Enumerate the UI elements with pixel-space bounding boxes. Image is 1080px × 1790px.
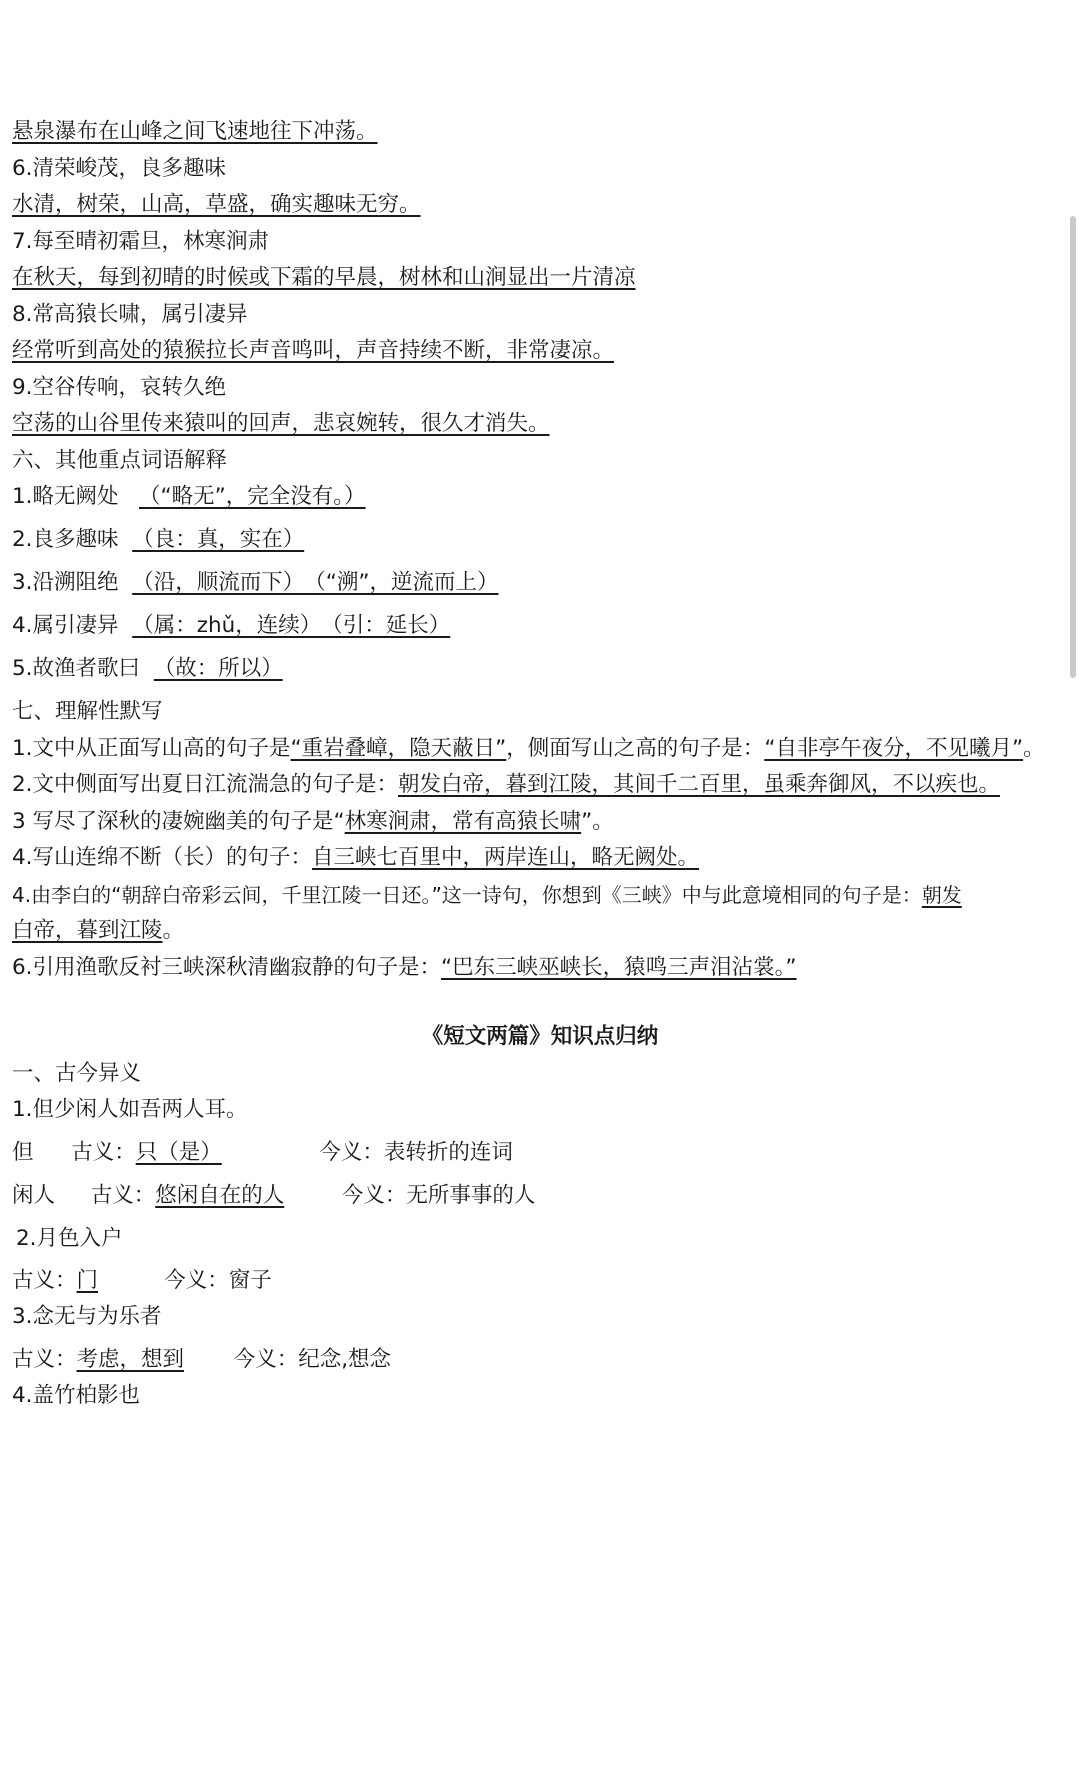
word-prefix: 1.略无阙处 bbox=[12, 484, 119, 509]
sentence-line: 8.常高猿长啸，属引凄异 bbox=[12, 302, 248, 327]
sentence-line: 6.清荣峻茂，良多趣味 bbox=[12, 156, 227, 181]
page-title: 《短文两篇》知识点归纳 bbox=[421, 1024, 659, 1049]
sentence-line: 1.但少闲人如吾两人耳。 bbox=[12, 1097, 248, 1122]
meaning-row bbox=[12, 1181, 535, 1211]
section-heading: 六、其他重点词语解释 bbox=[12, 448, 228, 473]
answer-text: “重岩叠嶂，隐天蔽日” bbox=[290, 736, 507, 761]
question-line bbox=[12, 770, 1000, 800]
answer-text: “巴东三峡巫峡长，猿鸣三声泪沾裳。” bbox=[441, 955, 797, 980]
modern-meaning: 今义：无所事事的人 bbox=[341, 1183, 536, 1208]
word-item bbox=[12, 482, 366, 512]
answer-text: 朝发白帝，暮到江陵，其间千二百里，虽乘奔御风，不以疾也。 bbox=[398, 772, 1001, 797]
sentence-line: 7.每至晴初霜旦，林寒涧肃 bbox=[12, 229, 270, 254]
section-heading: 七、理解性默写 bbox=[12, 699, 163, 724]
question-line bbox=[12, 916, 184, 946]
word-prefix: 2.良多趣味 bbox=[12, 527, 119, 552]
answer-text: 林寒涧肃，常有高猿长啸 bbox=[344, 809, 582, 834]
meaning-row bbox=[12, 1266, 272, 1296]
word-prefix: 5.故渔者歌曰 bbox=[12, 656, 141, 681]
word: 闲人 bbox=[12, 1183, 56, 1208]
meaning-row bbox=[12, 1138, 513, 1168]
question-text: 1.文中从正面写山高的句子是 bbox=[12, 736, 291, 761]
question-text: 2.文中侧面写出夏日江流湍急的句子是： bbox=[12, 772, 399, 797]
meaning-row bbox=[12, 1345, 391, 1375]
question-text: 。 bbox=[162, 918, 185, 943]
question-text: ”。 bbox=[581, 809, 614, 834]
sentence-line: 9.空谷传响，哀转久绝 bbox=[12, 375, 227, 400]
modern-meaning: 今义：窗子 bbox=[164, 1268, 272, 1293]
modern-meaning: 今义：表转折的连词 bbox=[319, 1140, 513, 1165]
word: 但 bbox=[12, 1140, 34, 1165]
word-prefix: 3.沿溯阻绝 bbox=[12, 570, 119, 595]
sentence-line: 2.月色入户 bbox=[16, 1226, 123, 1251]
translation-line: 经常听到高处的猿猴拉长声音鸣叫，声音持续不断，非常凄凉。 bbox=[12, 338, 615, 363]
ancient-label: 古义： bbox=[90, 1183, 156, 1208]
scrollbar[interactable] bbox=[1070, 216, 1076, 678]
question-line bbox=[12, 843, 699, 873]
question-text: 4.写山连绵不断（长）的句子： bbox=[12, 845, 313, 870]
ancient-meaning: 门 bbox=[76, 1268, 99, 1293]
translation-line: 空荡的山谷里传来猿叫的回声，悲哀婉转，很久才消失。 bbox=[12, 411, 550, 436]
ancient-meaning: 悠闲自在的人 bbox=[155, 1183, 285, 1208]
word-item bbox=[12, 654, 283, 684]
question-line bbox=[12, 953, 797, 983]
question-line bbox=[12, 880, 962, 910]
word-answer: （“略无”，完全没有。） bbox=[139, 484, 366, 509]
sentence-line: 4.盖竹柏影也 bbox=[12, 1383, 141, 1408]
ancient-label: 古义： bbox=[71, 1140, 136, 1165]
section-heading: 一、古今异义 bbox=[12, 1061, 142, 1086]
sentence-line: 3.念无与为乐者 bbox=[12, 1304, 162, 1329]
translation-line: 悬泉瀑布在山峰之间飞速地往下冲荡。 bbox=[12, 119, 378, 144]
question-text: 6.引用渔歌反衬三峡深秋清幽寂静的句子是： bbox=[12, 955, 442, 980]
answer-text: “自非亭午夜分，不见曦月” bbox=[764, 736, 1024, 761]
word-item bbox=[12, 568, 498, 598]
answer-text: 朝发 bbox=[921, 883, 962, 907]
answer-text: 白帝，暮到江陵 bbox=[12, 918, 163, 943]
ancient-label: 古义： bbox=[12, 1268, 77, 1293]
question-text: 3 写尽了深秋的凄婉幽美的句子是“ bbox=[12, 809, 345, 834]
modern-meaning: 今义：纪念,想念 bbox=[233, 1347, 392, 1372]
question-text: 4.由李白的“朝辞白帝彩云间，千里江陵一日还。”这一诗句，你想到《三峡》中与此意境相同的句子是： bbox=[12, 883, 922, 907]
word-item bbox=[12, 525, 304, 555]
word-item bbox=[12, 611, 450, 641]
ancient-meaning: 只（是） bbox=[135, 1140, 222, 1165]
translation-line: 在秋天，每到初晴的时候或下霜的早晨，树林和山涧显出一片清凉 bbox=[12, 265, 636, 290]
translation-line: 水清，树荣，山高，草盛，确实趣味无穷。 bbox=[12, 192, 421, 217]
word-answer: （属：zhǔ，连续） （引：延长） bbox=[132, 613, 451, 638]
question-line bbox=[12, 734, 1045, 764]
word-answer: （故：所以） bbox=[153, 656, 283, 681]
word-answer: （良：真，实在） bbox=[132, 527, 305, 552]
question-text: ，侧面写山之高的句子是： bbox=[506, 736, 765, 761]
word-prefix: 4.属引凄异 bbox=[12, 613, 119, 638]
question-line bbox=[12, 807, 614, 837]
question-text: 。 bbox=[1023, 736, 1045, 761]
ancient-meaning: 考虑，想到 bbox=[76, 1347, 185, 1372]
word-answer: （沿，顺流而下） （“溯”，逆流而上） bbox=[132, 570, 499, 595]
answer-text: 自三峡七百里中，两岸连山，略无阙处。 bbox=[312, 845, 700, 870]
ancient-label: 古义： bbox=[12, 1347, 77, 1372]
